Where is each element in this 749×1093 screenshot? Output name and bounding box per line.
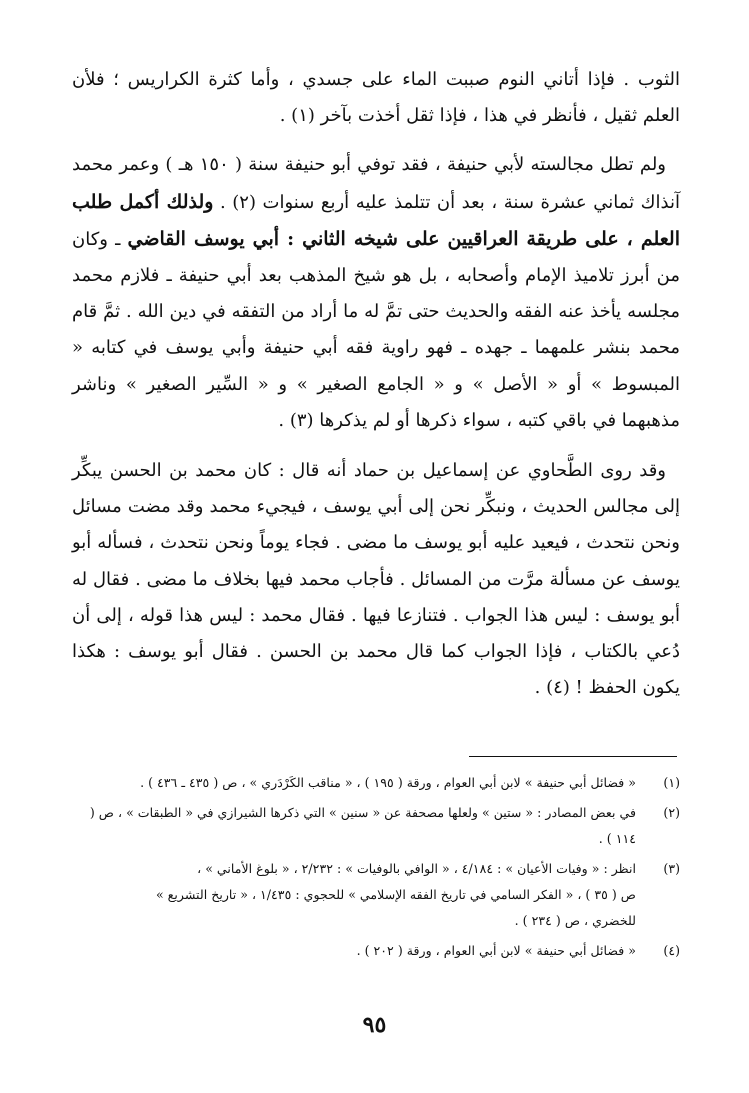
footnote-number: (٤) (663, 943, 680, 958)
footnote-4 (72, 938, 680, 964)
footnote-1 (72, 770, 680, 796)
footnote-number: (٣) (663, 861, 680, 876)
paragraph-1-text: الثوب . فإذا أتاني النوم صببت الماء على جسدي ، وأما كثرة الكراريس ؛ فلأن العلم ثقيل ، فأنظر في هذا ، فإذا ثقل أخذت بآخر (١) . (72, 69, 680, 127)
footnote-text (72, 770, 636, 796)
footnote-line: للخضري ، ص ( ٢٣٤ ) . (514, 913, 636, 928)
footnote-line: « فضائل أبي حنيفة » لابن أبي العوام ، ورقة ( ٢٠٢ ) . (356, 943, 636, 958)
footnote-line: « فضائل أبي حنيفة » لابن أبي العوام ، ورقة ( ١٩٥ ) ، « مناقب الكَرْدَري » ، ص ( ٤٣٥ ـ ٤٣٦ ) . (140, 775, 636, 790)
footnote-2 (72, 800, 680, 852)
page-number: ٩٥ (362, 1012, 387, 1038)
footnote-text (72, 856, 636, 934)
paragraph-2-text-end: ـ وكان من أبرز تلاميذ الإمام وأصحابه ، بل هو شيخ المذهب بعد أبي حنيفة ـ فلازم محمد مجلسه يأخذ عنه الفقه والحديث حتى تمَّ له ما أراد من التفقه في دين الله . ثمَّ قام محمد بنشر علمهما ـ جهده ـ فهو راوية فقه أبي حنيفة وأبي يوسف في كتابه « المبسوط » أو « الأصل » و « الجامع الصغير » و « السِّير الصغير » وناشر مذهبهما في باقي كتبه ، سواء ذكرها أو لم يذكرها (٣) . (72, 228, 680, 431)
footnote-line: في بعض المصادر : « ستين » ولعلها مصحفة عن « سنين » التي ذكرها الشيرازي في « الطبقات » ، ص ( ١١٤ ) . (89, 805, 636, 846)
main-text (72, 62, 680, 706)
paragraph-2-bold-text: ولذلك أكمل طلب العلم ، على طريقة العراقيين على شيخه الثاني : أبي يوسف القاضي (72, 190, 680, 250)
paragraph-3-text: وقد روى الطَّحاوي عن إسماعيل بن حماد أنه قال : كان محمد بن الحسن يبكِّر إلى مجالس الحديث ، ونبكِّر نحن إلى أبي يوسف ، فيجيء محمد وقد مضت مسائل ونحن نتحدث ، فيعيد عليه أبو يوسف ما مضى . فجاء يوماً ونحن نتحدث ، فسأله أبو يوسف عن مسألة مرَّت من المسائل . فأجاب محمد فيها بخلاف ما مضى . فقال له أبو يوسف : ليس هذا الجواب . فتنازعا فيها . فقال محمد : ليس هذا قوله ، إلى أن دُعي بالكتاب ، فإذا الجواب كما قال محمد بن الحسن . فقال أبو يوسف : هكذا يكون الحفظ ! (٤) . (72, 460, 680, 699)
footnote-line: انظر : « وفيات الأعيان » : ٤/١٨٤ ، « الوافي بالوفيات » : ٢/٢٣٢ ، « بلوغ الأماني » ، (197, 861, 636, 876)
paragraph-1 (72, 62, 680, 134)
footnote-number: (٢) (663, 805, 680, 820)
footnote-divider (469, 756, 677, 757)
footnote-text (72, 800, 636, 852)
footnote-number: (١) (663, 775, 680, 790)
footnote-line: ص ( ٣٥ ) ، « الفكر السامي في تاريخ الفقه الإسلامي » للحجوي : ١/٤٣٥ ، « تاريخ التشريع » (155, 887, 636, 902)
footnotes (72, 770, 680, 968)
paragraph-2-text-start: ولم تطل مجالسته لأبي حنيفة ، فقد توفي أبو حنيفة سنة ( ١٥٠ هـ ) وعمر محمد آنذاك ثماني عشرة سنة ، بعد أن تتلمذ عليه أربع سنوات (٢) . (72, 154, 680, 213)
footnote-text (72, 938, 636, 964)
paragraph-3 (72, 453, 680, 706)
paragraph-2 (72, 147, 680, 439)
footnote-3 (72, 856, 680, 934)
